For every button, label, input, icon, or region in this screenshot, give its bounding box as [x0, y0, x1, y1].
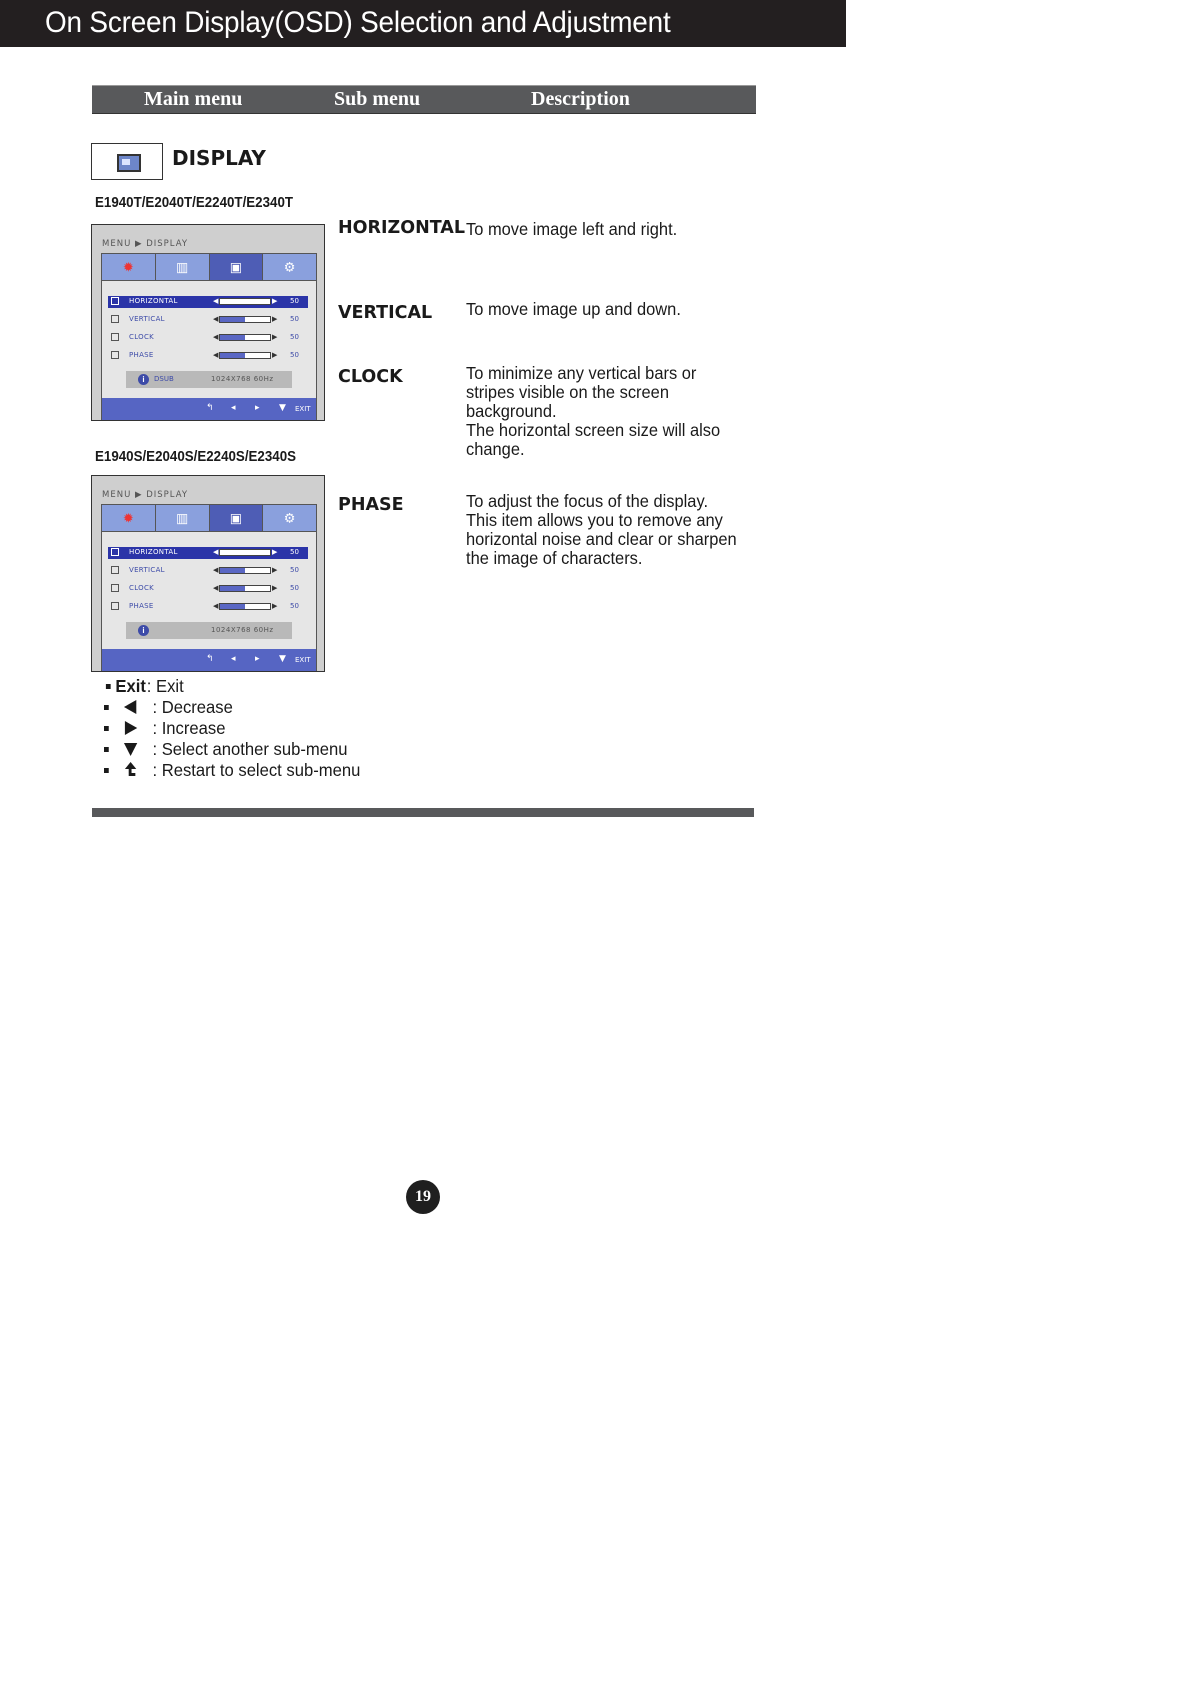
- page-number: 19: [406, 1180, 440, 1214]
- right-arrow-icon: ▸: [255, 403, 260, 413]
- color-bars-icon: ▥: [175, 510, 189, 526]
- osd-tabs: [102, 254, 316, 281]
- left-arrow-icon: ◀: [213, 334, 219, 341]
- osd-panel: [101, 504, 317, 672]
- info-icon: i: [138, 625, 149, 636]
- display-menu-box: [91, 143, 163, 180]
- osd-tab-display: [210, 505, 264, 531]
- osd-breadcrumb: MENU ▶ DISPLAY: [102, 239, 189, 249]
- osd-tab-color: [156, 254, 210, 280]
- model-label-t: E1940T/E2040T/E2240T/E2340T: [95, 195, 294, 211]
- osd-panel: [101, 253, 317, 421]
- submenu-vertical: VERTICAL: [338, 303, 433, 323]
- osd-row: CLOCK ◀ ▶ 50: [108, 583, 308, 595]
- sun-icon: ✹: [122, 510, 134, 526]
- left-arrow-icon: ◀: [213, 316, 219, 323]
- right-arrow-icon: ▶: [272, 352, 278, 359]
- column-sub-menu: Sub menu: [334, 88, 421, 110]
- osd-screenshot-s: [91, 475, 325, 672]
- right-arrow-icon: ▶: [272, 316, 278, 323]
- monitor-icon: ▣: [229, 510, 243, 526]
- column-description: Description: [531, 88, 630, 110]
- left-triangle-icon: [121, 697, 140, 717]
- osd-row: PHASE ◀ ▶ 50: [108, 601, 308, 613]
- right-arrow-icon: ▶: [272, 298, 278, 305]
- right-arrow-icon: ▶: [272, 585, 278, 592]
- monitor-icon: ▣: [229, 259, 243, 275]
- submenu-phase: PHASE: [338, 495, 404, 515]
- osd-exit-label: EXIT: [295, 656, 311, 664]
- level-fill: [220, 317, 245, 322]
- clock-icon: [111, 584, 119, 592]
- column-main-menu: Main menu: [144, 88, 243, 110]
- bullet: [104, 705, 109, 710]
- right-arrow-icon: ▶: [272, 567, 278, 574]
- osd-tab-color: [156, 505, 210, 531]
- bottom-rule: [92, 808, 754, 817]
- left-arrow-icon: ◀: [213, 603, 219, 610]
- column-header-bar: [92, 85, 756, 114]
- clock-icon: [111, 333, 119, 341]
- osd-row: VERTICAL ◀ ▶ 50: [108, 565, 308, 577]
- submenu-horizontal: HORIZONTAL: [338, 218, 465, 238]
- return-arrow-icon: ↰: [206, 403, 214, 413]
- description-clock: To minimize any vertical bars or stripes visible on the screen background. The horizontal screen size will also change.: [466, 363, 721, 459]
- gear-icon: ⚙: [283, 510, 296, 526]
- osd-source: DSUB: [154, 375, 174, 383]
- bullet: [104, 768, 109, 773]
- osd-exit-label: EXIT: [295, 405, 311, 413]
- osd-tab-settings: [263, 254, 316, 280]
- osd-row: HORIZONTAL ◀ ▶ 50: [108, 296, 308, 308]
- osd-row: CLOCK ◀ ▶ 50: [108, 332, 308, 344]
- left-arrow-icon: ◀: [213, 352, 219, 359]
- osd-info-bar: [126, 371, 292, 388]
- phase-icon: [111, 351, 119, 359]
- right-arrow-icon: ▶: [272, 603, 278, 610]
- left-arrow-icon: ◀: [213, 585, 219, 592]
- left-arrow-icon: ◀: [213, 549, 219, 556]
- osd-footer: [102, 649, 316, 671]
- osd-info-bar: [126, 622, 292, 639]
- info-icon: i: [138, 374, 149, 385]
- level-fill: [220, 568, 245, 573]
- level-fill: [220, 550, 245, 555]
- right-arrow-icon: ▸: [255, 654, 260, 664]
- down-arrow-icon: ▼: [279, 654, 286, 664]
- osd-tab-picture: [102, 254, 156, 280]
- right-arrow-icon: ▶: [272, 549, 278, 556]
- left-arrow-icon: ◀: [213, 298, 219, 305]
- bullet: [104, 726, 109, 731]
- level-fill: [220, 353, 245, 358]
- model-label-s: E1940S/E2040S/E2240S/E2340S: [95, 449, 297, 465]
- osd-footer: [102, 398, 316, 420]
- down-arrow-icon: ▼: [279, 403, 286, 413]
- osd-resolution: 1024X768 60Hz: [211, 375, 274, 383]
- gear-icon: ⚙: [283, 259, 296, 275]
- osd-tabs: [102, 505, 316, 532]
- level-fill: [220, 604, 245, 609]
- level-fill: [220, 586, 245, 591]
- level-fill: [220, 299, 245, 304]
- osd-breadcrumb: MENU ▶ DISPLAY: [102, 490, 189, 500]
- left-arrow-icon: ◂: [231, 654, 236, 664]
- return-arrow-icon: [121, 760, 140, 780]
- description-vertical: To move image up and down.: [466, 299, 681, 319]
- submenu-clock: CLOCK: [338, 367, 403, 387]
- color-bars-icon: ▥: [175, 259, 189, 275]
- description-horizontal: To move image left and right.: [466, 219, 678, 239]
- phase-icon: [111, 602, 119, 610]
- osd-tab-display: [210, 254, 264, 280]
- monitor-icon: [117, 154, 141, 172]
- down-triangle-icon: [121, 739, 140, 759]
- osd-tab-settings: [263, 505, 316, 531]
- right-triangle-icon: [121, 718, 140, 738]
- vertical-icon: [111, 315, 119, 323]
- page-title: On Screen Display(OSD) Selection and Adjustment: [45, 6, 671, 39]
- level-fill: [220, 335, 245, 340]
- sun-icon: ✹: [122, 259, 134, 275]
- left-arrow-icon: ◀: [213, 567, 219, 574]
- osd-row: PHASE ◀ ▶ 50: [108, 350, 308, 362]
- vertical-icon: [111, 566, 119, 574]
- osd-screenshot-t: [91, 224, 325, 421]
- description-phase: To adjust the focus of the display. This item allows you to remove any horizontal noise and clear or sharpen the image of characters.: [466, 491, 737, 568]
- return-arrow-icon: ↰: [206, 654, 214, 664]
- osd-row: HORIZONTAL ◀ ▶ 50: [108, 547, 308, 559]
- horizontal-icon: [111, 297, 119, 305]
- right-arrow-icon: ▶: [272, 334, 278, 341]
- horizontal-icon: [111, 548, 119, 556]
- osd-row: VERTICAL ◀ ▶ 50: [108, 314, 308, 326]
- osd-resolution: 1024X768 60Hz: [211, 626, 274, 634]
- left-arrow-icon: ◂: [231, 403, 236, 413]
- bullet: [106, 684, 111, 689]
- main-menu-label: DISPLAY: [172, 146, 266, 170]
- bullet: [104, 747, 109, 752]
- osd-tab-picture: [102, 505, 156, 531]
